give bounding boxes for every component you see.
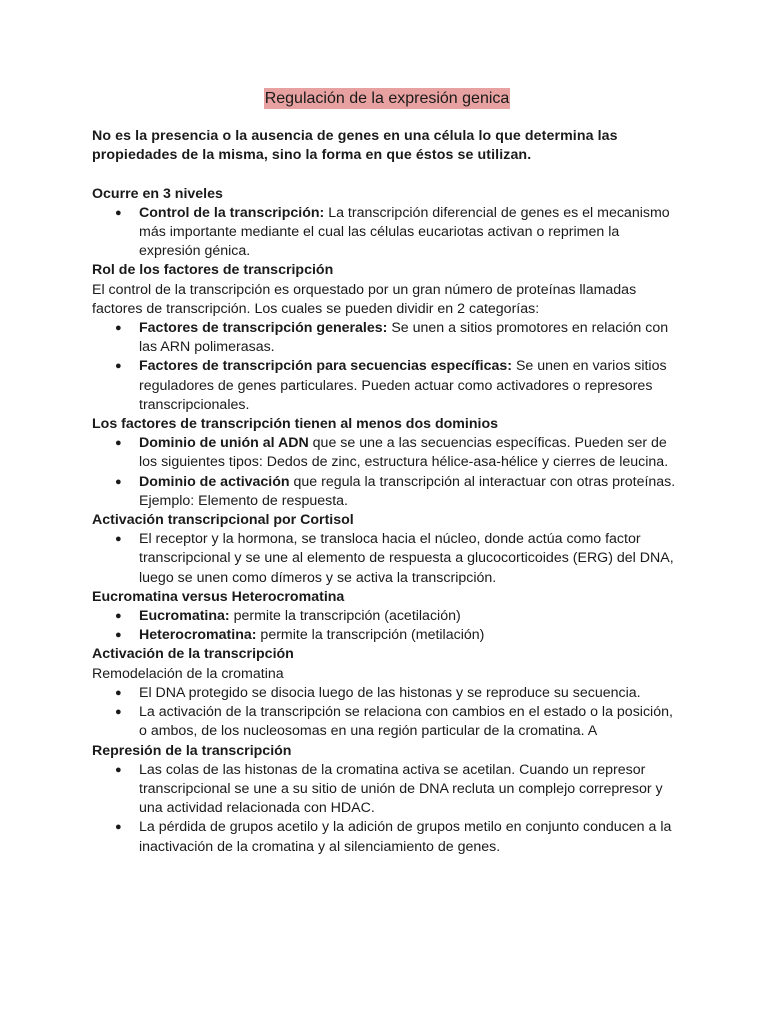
bullet-icon: ●	[115, 629, 122, 642]
section-heading: Activación transcripcional por Cortisol	[92, 512, 354, 529]
list-item	[92, 818, 682, 856]
list-item	[92, 434, 682, 472]
section-heading: Ocurre en 3 niveles	[92, 185, 223, 202]
section-heading: Rol de los factores de transcripción	[92, 262, 334, 279]
bullet-list	[92, 761, 682, 857]
document-page	[92, 88, 682, 857]
bullet-text: La transcripción diferencial de genes es el mecanismo más importante mediante el cual las células eucariotas activan o reprimen la expresión génica.	[139, 204, 670, 260]
bullet-lead: Dominio de unión al ADN	[139, 435, 309, 452]
title-wrap	[92, 88, 682, 109]
bullet-icon: ●	[115, 360, 122, 373]
document-title: Regulación de la expresión genica	[264, 90, 510, 107]
list-item	[92, 703, 682, 741]
bullet-text: El DNA protegido se disocia luego de las histonas y se reproduce su secuencia.	[139, 684, 641, 701]
section-heading: Represión de la transcripción	[92, 742, 292, 759]
bullet-list	[92, 434, 682, 511]
bullet-lead: Eucromatina:	[139, 608, 230, 625]
bullet-icon: ●	[115, 322, 122, 335]
bullet-icon: ●	[115, 686, 122, 699]
bullet-icon: ●	[115, 206, 122, 219]
bullet-icon: ●	[115, 610, 122, 623]
bullet-lead: Dominio de activación	[139, 473, 290, 490]
list-item	[92, 761, 682, 819]
list-item	[92, 530, 682, 588]
list-item	[92, 204, 682, 262]
bullet-text: La activación de la transcripción se relaciona con cambios en el estado o la posición, o ambos, de los nucleosomas en una región particular de la cromatina. A	[139, 704, 673, 740]
section-paragraph: Remodelación de la cromatina	[92, 665, 284, 682]
list-item	[92, 684, 682, 703]
bullet-icon: ●	[115, 763, 122, 776]
sections-container	[92, 185, 682, 857]
bullet-text: que se une a las secuencias específicas. Pueden ser de los siguientes tipos: Dedos de zinc, estructura hélice-asa-hélice y cierres de leucina.	[139, 435, 669, 471]
bullet-icon: ●	[115, 821, 122, 834]
list-item	[92, 607, 682, 626]
bullet-list	[92, 319, 682, 415]
bullet-icon: ●	[115, 475, 122, 488]
intro-paragraph: No es la presencia o la ausencia de genes en una célula lo que determina las propiedades de la misma, sino la forma en que éstos se utilizan.	[92, 128, 618, 164]
bullet-text: permite la transcripción (acetilación)	[229, 608, 461, 625]
bullet-list	[92, 530, 682, 588]
bullet-list	[92, 607, 682, 645]
bullet-text: El receptor y la hormona, se transloca hacia el núcleo, donde actúa como factor transcripcional y se une al elemento de respuesta a glucocorticoides (ERG) del DNA, luego se unen como dímeros y se activa la transcripción.	[139, 531, 674, 586]
section-paragraph: El control de la transcripción es orquestado por un gran número de proteínas llamadas factores de transcripción. Los cuales se pueden dividir en 2 categorías:	[92, 281, 637, 317]
list-item	[92, 357, 682, 415]
section-heading: Activación de la transcripción	[92, 646, 294, 663]
list-item	[92, 319, 682, 357]
bullet-icon: ●	[115, 533, 122, 546]
list-item	[92, 473, 682, 511]
section-heading: Los factores de transcripción tienen al menos dos dominios	[92, 416, 499, 433]
bullet-text: Se unen a sitios promotores en relación con las ARN polimerasas.	[139, 320, 669, 356]
bullet-text: permite la transcripción (metilación)	[256, 627, 485, 644]
bullet-text: La pérdida de grupos acetilo y la adición de grupos metilo en conjunto conducen a la inactivación de la cromatina y al silenciamiento de genes.	[139, 819, 672, 855]
bullet-text: que regula la transcripción al interactuar con otras proteínas. Ejemplo: Elemento de respuesta.	[139, 473, 676, 509]
list-item	[92, 626, 682, 645]
bullet-lead: Heterocromatina:	[139, 627, 257, 644]
bullet-icon: ●	[115, 437, 122, 450]
bullet-text: Las colas de las histonas de la cromatina activa se acetilan. Cuando un represor transcripcional se une a su sitio de unión de DNA recluta un complejo correpresor y una actividad relacionada con HDAC.	[139, 761, 663, 817]
bullet-lead: Control de la transcripción:	[139, 204, 325, 221]
bullet-lead: Factores de transcripción para secuencias específicas:	[139, 358, 512, 375]
bullet-list	[92, 684, 682, 742]
bullet-list	[92, 204, 682, 262]
bullet-lead: Factores de transcripción generales:	[139, 320, 388, 337]
bullet-text: Se unen en varios sitios reguladores de genes particulares. Pueden actuar como activadores o represores transcripcionales.	[139, 358, 667, 413]
section-heading: Eucromatina versus Heterocromatina	[92, 588, 345, 605]
bullet-icon: ●	[115, 706, 122, 719]
